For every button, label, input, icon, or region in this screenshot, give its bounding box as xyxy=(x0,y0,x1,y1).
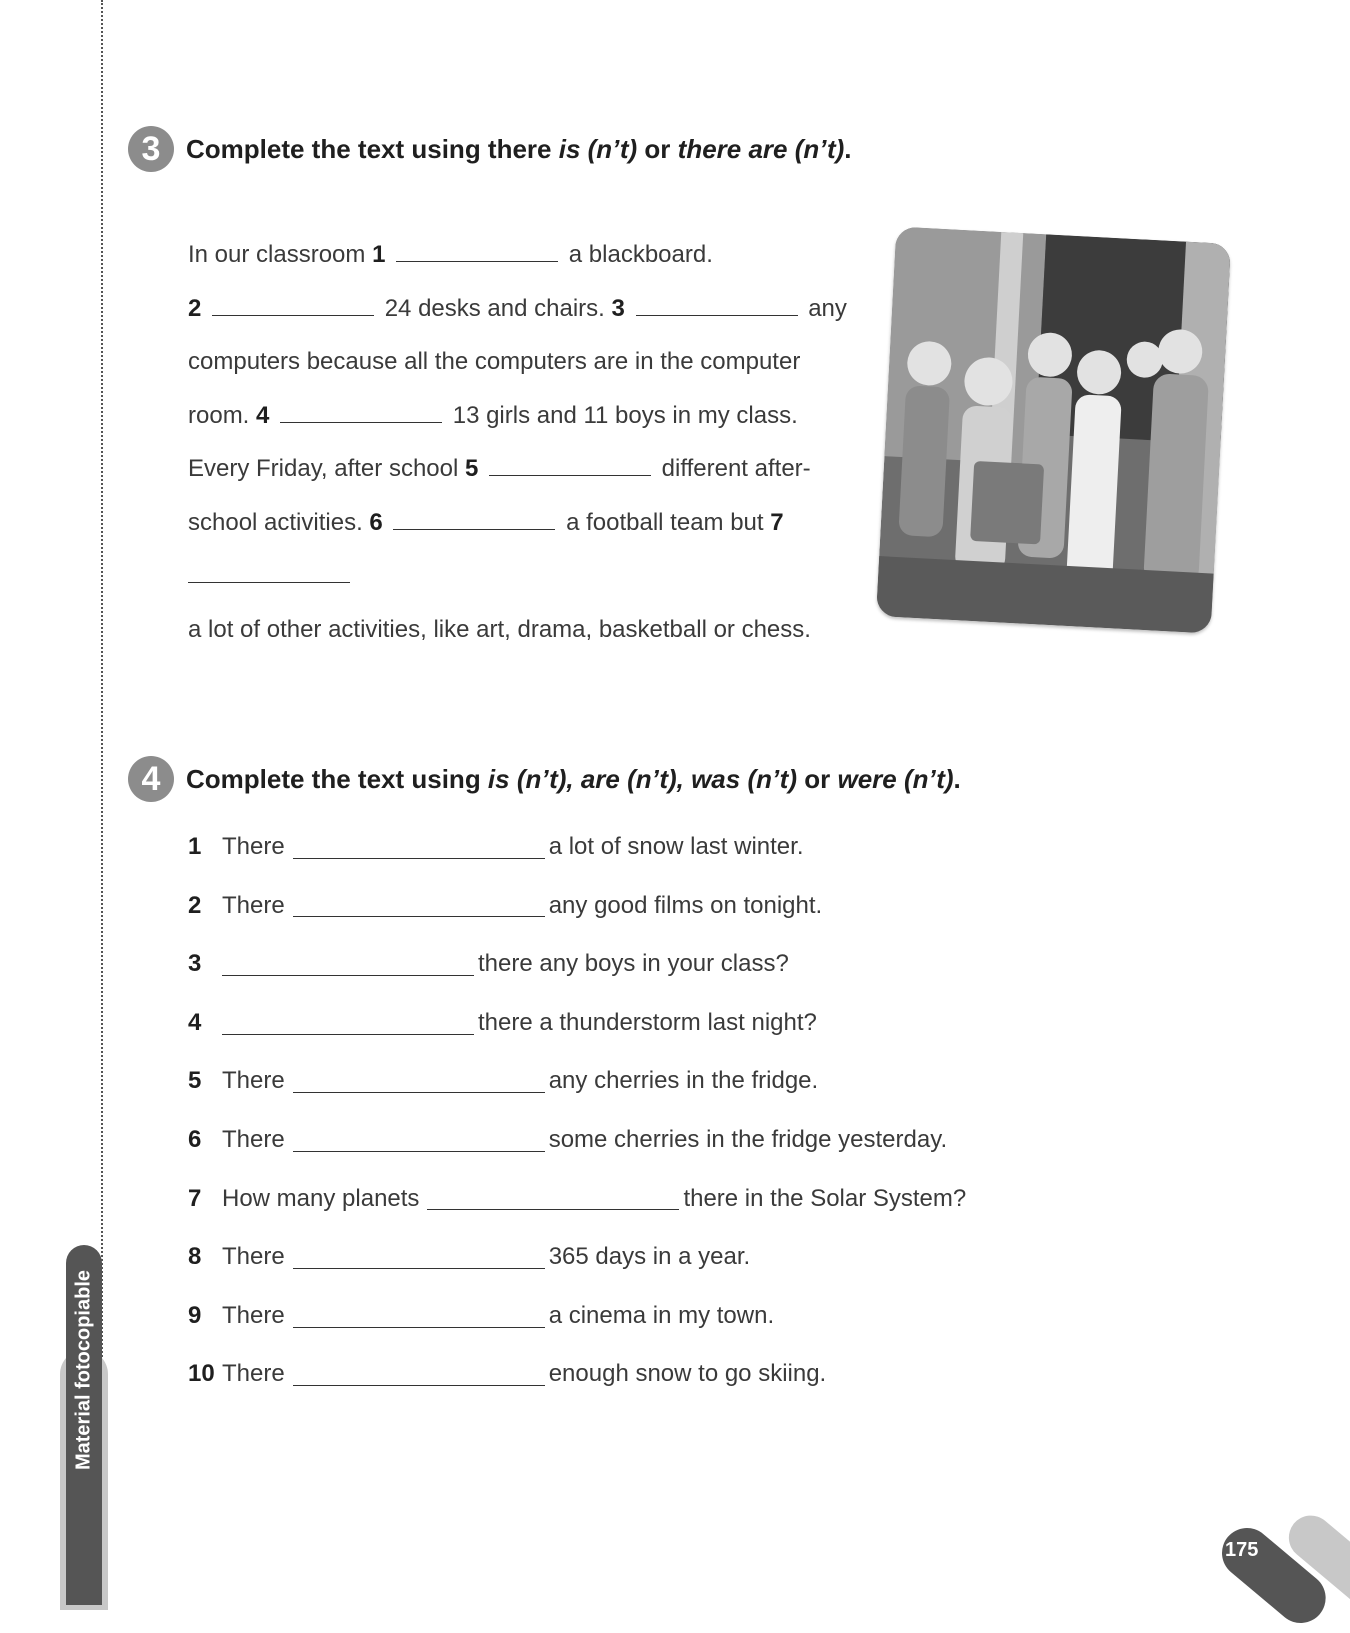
instruction-italic: there are (n’t) xyxy=(677,133,845,164)
list-item xyxy=(188,1170,966,1229)
answer-blank-1[interactable] xyxy=(396,239,558,262)
answer-blank-7[interactable] xyxy=(188,560,350,583)
exercise-4-instruction xyxy=(186,764,961,795)
paragraph-line xyxy=(188,282,847,336)
item-text: 365 days in a year. xyxy=(548,1243,751,1271)
exercise-3-paragraph xyxy=(188,228,847,656)
item-number: 7 xyxy=(188,1184,202,1212)
answer-blank[interactable] xyxy=(222,1012,474,1035)
item-text: There xyxy=(222,891,285,919)
answer-blank[interactable] xyxy=(293,1363,545,1386)
text: computers because all the computers are in the computer xyxy=(188,348,801,375)
text: room. xyxy=(188,401,257,429)
list-item xyxy=(188,1228,966,1287)
item-text: There xyxy=(222,1125,285,1153)
instruction-text: or xyxy=(797,763,838,794)
answer-blank-4[interactable] xyxy=(280,400,442,423)
paragraph-line xyxy=(188,228,828,282)
exercise-4-heading xyxy=(128,756,961,802)
paragraph-line xyxy=(188,603,828,657)
item-text: There xyxy=(222,1067,285,1095)
text: 13 girls and 11 boys in my class. xyxy=(446,401,798,429)
paragraph-line xyxy=(188,496,828,550)
paragraph-line xyxy=(188,549,828,603)
text: a football team but xyxy=(559,508,771,536)
item-number: 9 xyxy=(188,1301,202,1329)
list-item xyxy=(188,1287,966,1346)
item-text: enough snow to go skiing. xyxy=(548,1360,827,1388)
exercise-3-heading xyxy=(128,126,852,172)
text: school activities. xyxy=(188,508,370,536)
list-item xyxy=(188,1345,966,1404)
item-number: 5 xyxy=(188,1067,202,1095)
item-text: There xyxy=(222,1360,285,1388)
answer-blank-5[interactable] xyxy=(489,453,651,476)
instruction-text: Complete the text using there xyxy=(186,133,559,164)
text: any xyxy=(801,294,847,322)
exercise-3-number-badge: 3 xyxy=(128,126,174,172)
exercise-4-list xyxy=(188,818,966,1404)
list-item xyxy=(188,935,966,994)
list-item xyxy=(188,1052,966,1111)
instruction-text: . xyxy=(844,133,852,164)
item-text: There xyxy=(222,1301,285,1329)
list-item xyxy=(188,818,966,877)
answer-blank[interactable] xyxy=(427,1187,679,1210)
answer-blank[interactable] xyxy=(222,953,474,976)
text: a lot of other activities, like art, drama, basketball or chess. xyxy=(188,615,811,643)
instruction-italic: is (n’t) xyxy=(558,133,638,164)
gap-number: 4 xyxy=(256,401,270,429)
item-number: 10 xyxy=(188,1360,215,1388)
answer-blank[interactable] xyxy=(293,1070,545,1093)
photo-illustration xyxy=(876,227,1231,634)
answer-blank[interactable] xyxy=(293,836,545,859)
paragraph-line xyxy=(188,389,828,443)
gap-number: 7 xyxy=(770,508,784,536)
item-text: How many planets xyxy=(222,1184,420,1212)
exercise-4-number-badge: 4 xyxy=(128,756,174,802)
classroom-photo xyxy=(876,227,1231,634)
item-number: 8 xyxy=(188,1243,202,1271)
paragraph-line xyxy=(188,335,828,389)
text: 24 desks and chairs. xyxy=(378,294,612,322)
item-text: any cherries in the fridge. xyxy=(548,1067,819,1095)
answer-blank[interactable] xyxy=(293,894,545,917)
instruction-text: Complete the text using xyxy=(186,763,488,794)
instruction-text: or xyxy=(637,133,678,164)
item-text: there any boys in your class? xyxy=(478,950,789,978)
instruction-italic: is (n’t), are (n’t), was (n’t) xyxy=(487,763,798,794)
item-number: 1 xyxy=(188,833,202,860)
answer-blank-6[interactable] xyxy=(393,507,555,530)
item-number: 6 xyxy=(188,1125,202,1153)
answer-blank-2[interactable] xyxy=(212,293,374,316)
list-item xyxy=(188,1111,966,1170)
text: a blackboard. xyxy=(562,241,713,268)
gap-number: 1 xyxy=(372,241,386,268)
item-text: a cinema in my town. xyxy=(548,1301,775,1329)
gap-number: 2 xyxy=(188,294,202,322)
gap-number: 6 xyxy=(369,508,383,536)
side-tab-label: Material fotocopiable xyxy=(72,1269,95,1471)
list-item xyxy=(188,994,966,1053)
answer-blank-3[interactable] xyxy=(636,293,798,316)
paragraph-line xyxy=(188,442,828,496)
item-number: 4 xyxy=(188,1008,202,1036)
answer-blank[interactable] xyxy=(293,1246,545,1269)
item-text: there in the Solar System? xyxy=(683,1184,967,1212)
item-number: 3 xyxy=(188,950,202,978)
list-item xyxy=(188,877,966,936)
item-text: some cherries in the fridge yesterday. xyxy=(548,1125,948,1153)
gap-number: 5 xyxy=(464,455,479,482)
item-number: 2 xyxy=(188,891,202,919)
gap-number: 3 xyxy=(611,294,625,322)
text: different after- xyxy=(655,455,811,482)
answer-blank[interactable] xyxy=(293,1129,545,1152)
instruction-italic: were (n’t) xyxy=(837,763,954,794)
page-number: 175 xyxy=(1225,1539,1259,1561)
item-text: There xyxy=(222,1243,285,1271)
answer-blank[interactable] xyxy=(293,1305,545,1328)
text: Every Friday, after school xyxy=(188,455,465,482)
item-text: any good films on tonight. xyxy=(548,891,823,919)
item-text: There xyxy=(222,833,285,860)
item-text: a lot of snow last winter. xyxy=(548,833,804,860)
item-text: there a thunderstorm last night? xyxy=(478,1008,817,1036)
exercise-3-instruction xyxy=(186,134,852,165)
instruction-text: . xyxy=(953,763,961,794)
text: In our classroom xyxy=(188,241,373,268)
